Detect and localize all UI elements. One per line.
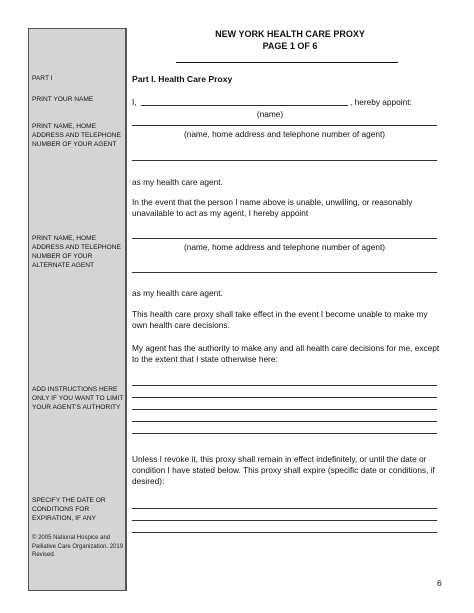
alternate-intro-text: In the event that the person I name above is unable, unwilling, or reasonably unavailable to act as my agent, I hereby appoint	[132, 197, 413, 218]
part-title: Part I. Health Care Proxy	[132, 74, 233, 84]
alternate-field-line-2[interactable]	[132, 272, 437, 273]
agent-caption: (name, home address and telephone number of agent)	[183, 129, 386, 139]
alternate-field-line-1[interactable]	[132, 238, 437, 239]
appoint-suffix: , hereby appoint:	[350, 97, 412, 107]
authority-text: My agent has the authority to make any and all health care decisions for me, except to the extent that I state otherwise here:	[132, 343, 440, 364]
sidebar-print-agent-label: PRINT NAME, HOME ADDRESS AND TELEPHONE NUMBER OF YOUR AGENT	[32, 123, 121, 148]
expiration-line-3[interactable]	[132, 532, 437, 533]
header-underline	[176, 62, 398, 63]
expiration-text: Unless I revoke it, this proxy shall remain in effect indefinitely, or until the date or condition I have stated below. This proxy shall expire (specific date or conditions, if desired):	[132, 454, 435, 486]
expiration-line-1[interactable]	[132, 508, 437, 509]
page-number: 6	[437, 578, 442, 588]
instructions-line-1[interactable]	[132, 385, 437, 386]
instructions-line-3[interactable]	[132, 409, 437, 410]
instructions-line-5[interactable]	[132, 433, 437, 434]
your-name-field[interactable]	[141, 105, 348, 106]
name-caption: (name)	[256, 109, 284, 119]
sidebar-specify-date-label: SPECIFY THE DATE OR CONDITIONS FOR EXPIRATION, IF ANY	[32, 497, 106, 522]
sidebar-add-instructions-label: ADD INSTRUCTIONS HERE ONLY IF YOU WANT TO LIMIT YOUR AGENT'S AUTHORITY	[32, 386, 124, 411]
as-agent-text: as my health care agent.	[132, 177, 223, 187]
alternate-caption: (name, home address and telephone number of agent)	[183, 242, 386, 252]
sidebar-print-name-label: PRINT YOUR NAME	[32, 96, 94, 103]
agent-field-line-1[interactable]	[132, 125, 437, 126]
effect-text: This health care proxy shall take effect in the event I become unable to make my own health care decisions.	[132, 309, 428, 330]
agent-field-line-2[interactable]	[132, 160, 437, 161]
sidebar-part-label: PART I	[32, 75, 53, 82]
sidebar-print-alternate-label: PRINT NAME, HOME ADDRESS AND TELEPHONE NUMBER OF YOUR ALTERNATE AGENT	[32, 235, 121, 269]
appoint-prefix: I,	[132, 97, 137, 107]
copyright-notice: © 2005 National Hospice and Palliative Care Organization. 2019 Revised.	[32, 535, 124, 558]
instructions-line-2[interactable]	[132, 397, 437, 398]
page-indicator: PAGE 1 OF 6	[262, 41, 318, 51]
instructions-line-4[interactable]	[132, 421, 437, 422]
as-agent-text-2: as my health care agent.	[132, 288, 223, 298]
form-title: NEW YORK HEALTH CARE PROXY	[215, 29, 365, 39]
column-divider	[126, 28, 127, 591]
expiration-line-2[interactable]	[132, 520, 437, 521]
